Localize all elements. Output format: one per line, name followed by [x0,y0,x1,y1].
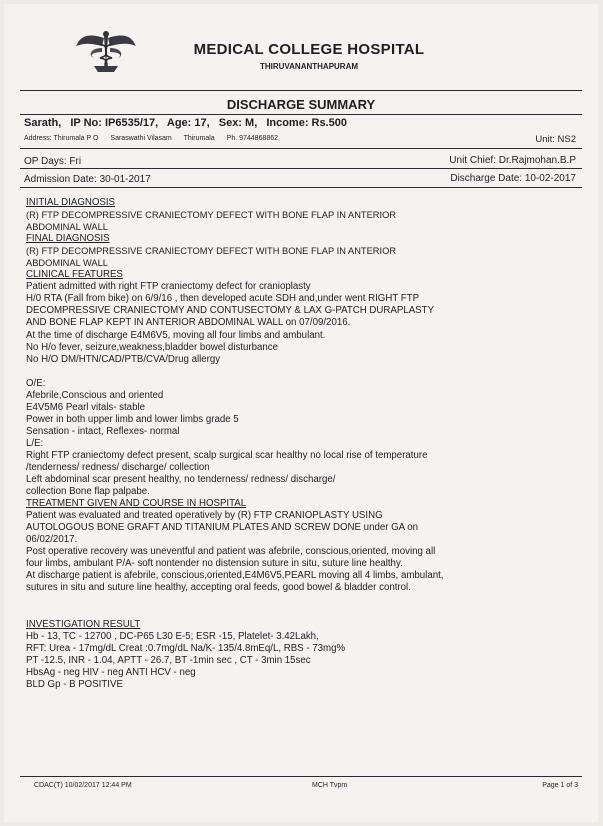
op-divider [20,168,582,169]
clinical-line: No H/o fever, seizure,weakness,bladder bowel disturbance [26,341,279,353]
treatment-line: sutures in situ and suture line healthy, accepting oral feeds, good bowel & bladder control. [26,582,411,594]
address-line-3: Thirumala [183,135,215,142]
examination-line: O/E: [26,377,46,389]
final-diagnosis-line-1: (R) FTP DECOMPRESSIVE CRANIECTOMY DEFECT WITH BONE FLAP IN ANTERIOR [26,246,397,257]
examination-line: L/E: [26,437,44,449]
patient-income: Income: Rs.500 [266,117,348,129]
clinical-line: At the time of discharge E4M6V5, moving all four limbs and ambulant. [26,329,326,341]
treatment-line: At discharge patient is afebrile, conscious,oriented,E4M6V5,PEARL moving all 4 limbs, ambulant, [26,570,444,582]
examination-line: E4V5M6 Pearl vitals- stable [26,401,145,413]
final-diagnosis-heading: FINAL DIAGNOSIS [26,233,110,245]
examination-line: Sensation - intact, Reflexes- normal [26,425,180,437]
footer-institution: MCH Tvpm [312,782,348,789]
unit-chief: Unit Chief: Dr.Rajmohan.B.P [449,155,576,166]
phone-number: Ph. 9744868862 [226,135,279,142]
address-line [24,135,288,142]
header-divider [20,90,582,91]
ip-number: IP No: IP6535/17, [70,117,159,129]
admission-date: Admission Date: 30-01-2017 [24,174,151,185]
examination-line: Left abdominal scar present healthy, no tenderness/ redness/ discharge/ [26,474,336,486]
treatment-line: Patient was evaluated and treated operatively by (R) FTP CRANIOPLASTY USING [26,510,383,522]
clinical-line: AND BONE FLAP KEPT IN ANTERIOR ABDOMINAL WALL on 07/09/2016. [26,317,351,329]
examination-line: Right FTP craniectomy defect present, scalp surgical scar healthy no local rise of temperature [26,449,428,461]
unit: Unit: NS2 [535,134,576,145]
discharge-summary-page [4,4,598,822]
treatment-line: four limbs, ambulant P/A- soft nontender no distension suture in situ, suture line healthy. [26,558,403,570]
investigation-line: Hb - 13, TC - 12700 , DC-P65 L30 E-5; ESR -15, Platelet- 3.42Lakh, [26,630,319,642]
address-label: Address: Thirumala P O [24,135,99,142]
footer-print-stamp: CDAC(T) 10/02/2017 12:44 PM [34,782,132,789]
treatment-line: 06/02/2017. [26,534,78,546]
document-title: DISCHARGE SUMMARY [226,97,376,112]
spacer [26,595,582,607]
spacer [26,607,582,619]
hospital-name: MEDICAL COLLEGE HOSPITAL [193,41,425,58]
summary-body [26,197,582,691]
clinical-line: No H/O DM/HTN/CAD/PTB/CVA/Drug allergy [26,353,221,365]
investigation-line: HbsAg - neg HIV - neg ANTI HCV - neg [26,666,196,678]
treatment-line: AUTOLOGOUS BONE GRAFT AND TITANIUM PLATES AND SCREW DONE under GA on [26,522,419,534]
address-line-2: Saraswathi Vilasam [110,135,172,142]
examination-line: Afebrile,Conscious and oriented [26,389,164,401]
patient-line [24,117,347,129]
footer-divider [20,776,582,777]
title-divider [20,114,582,115]
spacer [26,366,582,378]
examination-line: collection Bone flap palpabe. [26,486,150,498]
investigation-line: PT -12.5, INR - 1.04, APTT - 26.7, BT -1min sec , CT - 3min 15sec [26,654,311,666]
investigation-heading: INVESTIGATION RESULT [26,618,141,630]
hospital-city: THIRUVANANTHAPURAM [259,62,359,71]
investigation-line: RFT: Urea - 17mg/dL Creat :0.7mg/dL Na/K- 135/4.8mEq/L, RBS - 73mg% [26,642,346,654]
initial-diagnosis-heading: INITIAL DIAGNOSIS [26,197,115,208]
initial-diagnosis-line-1: (R) FTP DECOMPRESSIVE CRANIECTOMY DEFECT WITH BONE FLAP IN ANTERIOR [26,210,397,221]
treatment-heading: TREATMENT GIVEN AND COURSE IN HOSPITAL [26,498,247,510]
page-footer [24,782,580,796]
examination-line: /tenderness/ redness/ discharge/ collection [26,461,210,473]
patient-age: Age: 17, [166,117,210,129]
initial-diagnosis-line-2: ABDOMINAL WALL [26,222,108,233]
footer-page-number: Page 1 of 3 [542,782,578,789]
discharge-date: Discharge Date: 10-02-2017 [450,173,576,184]
caduceus-emblem-icon [74,26,138,74]
examination-line: Power in both upper limb and lower limbs grade 5 [26,413,239,425]
clinical-line: H/0 RTA (Fall from bike) on 6/9/16 , then developed acute SDH and,under went RIGHT FTP [26,293,420,305]
dates-divider [20,187,582,188]
clinical-features-heading: CLINICAL FEATURES [26,269,123,281]
investigation-line: BLD Gp - B POSITIVE [26,678,123,690]
final-diagnosis-line-2: ABDOMINAL WALL [26,258,108,269]
address-divider [20,148,582,149]
treatment-line: Post operative recovery was uneventful and patient was afebrile, conscious,oriented, moving all [26,546,436,558]
patient-name: Sarath, [24,117,62,129]
patient-sex: Sex: M, [218,117,258,129]
clinical-line: DECOMPRESSIVE CRANIECTOMY AND CONTUSECTOMY & LAX G-PATCH DURAPLASTY [26,305,435,317]
clinical-line: Patient admitted with right FTP craniectomy defect for cranioplasty [26,281,311,293]
op-days: OP Days: Fri [24,156,82,167]
